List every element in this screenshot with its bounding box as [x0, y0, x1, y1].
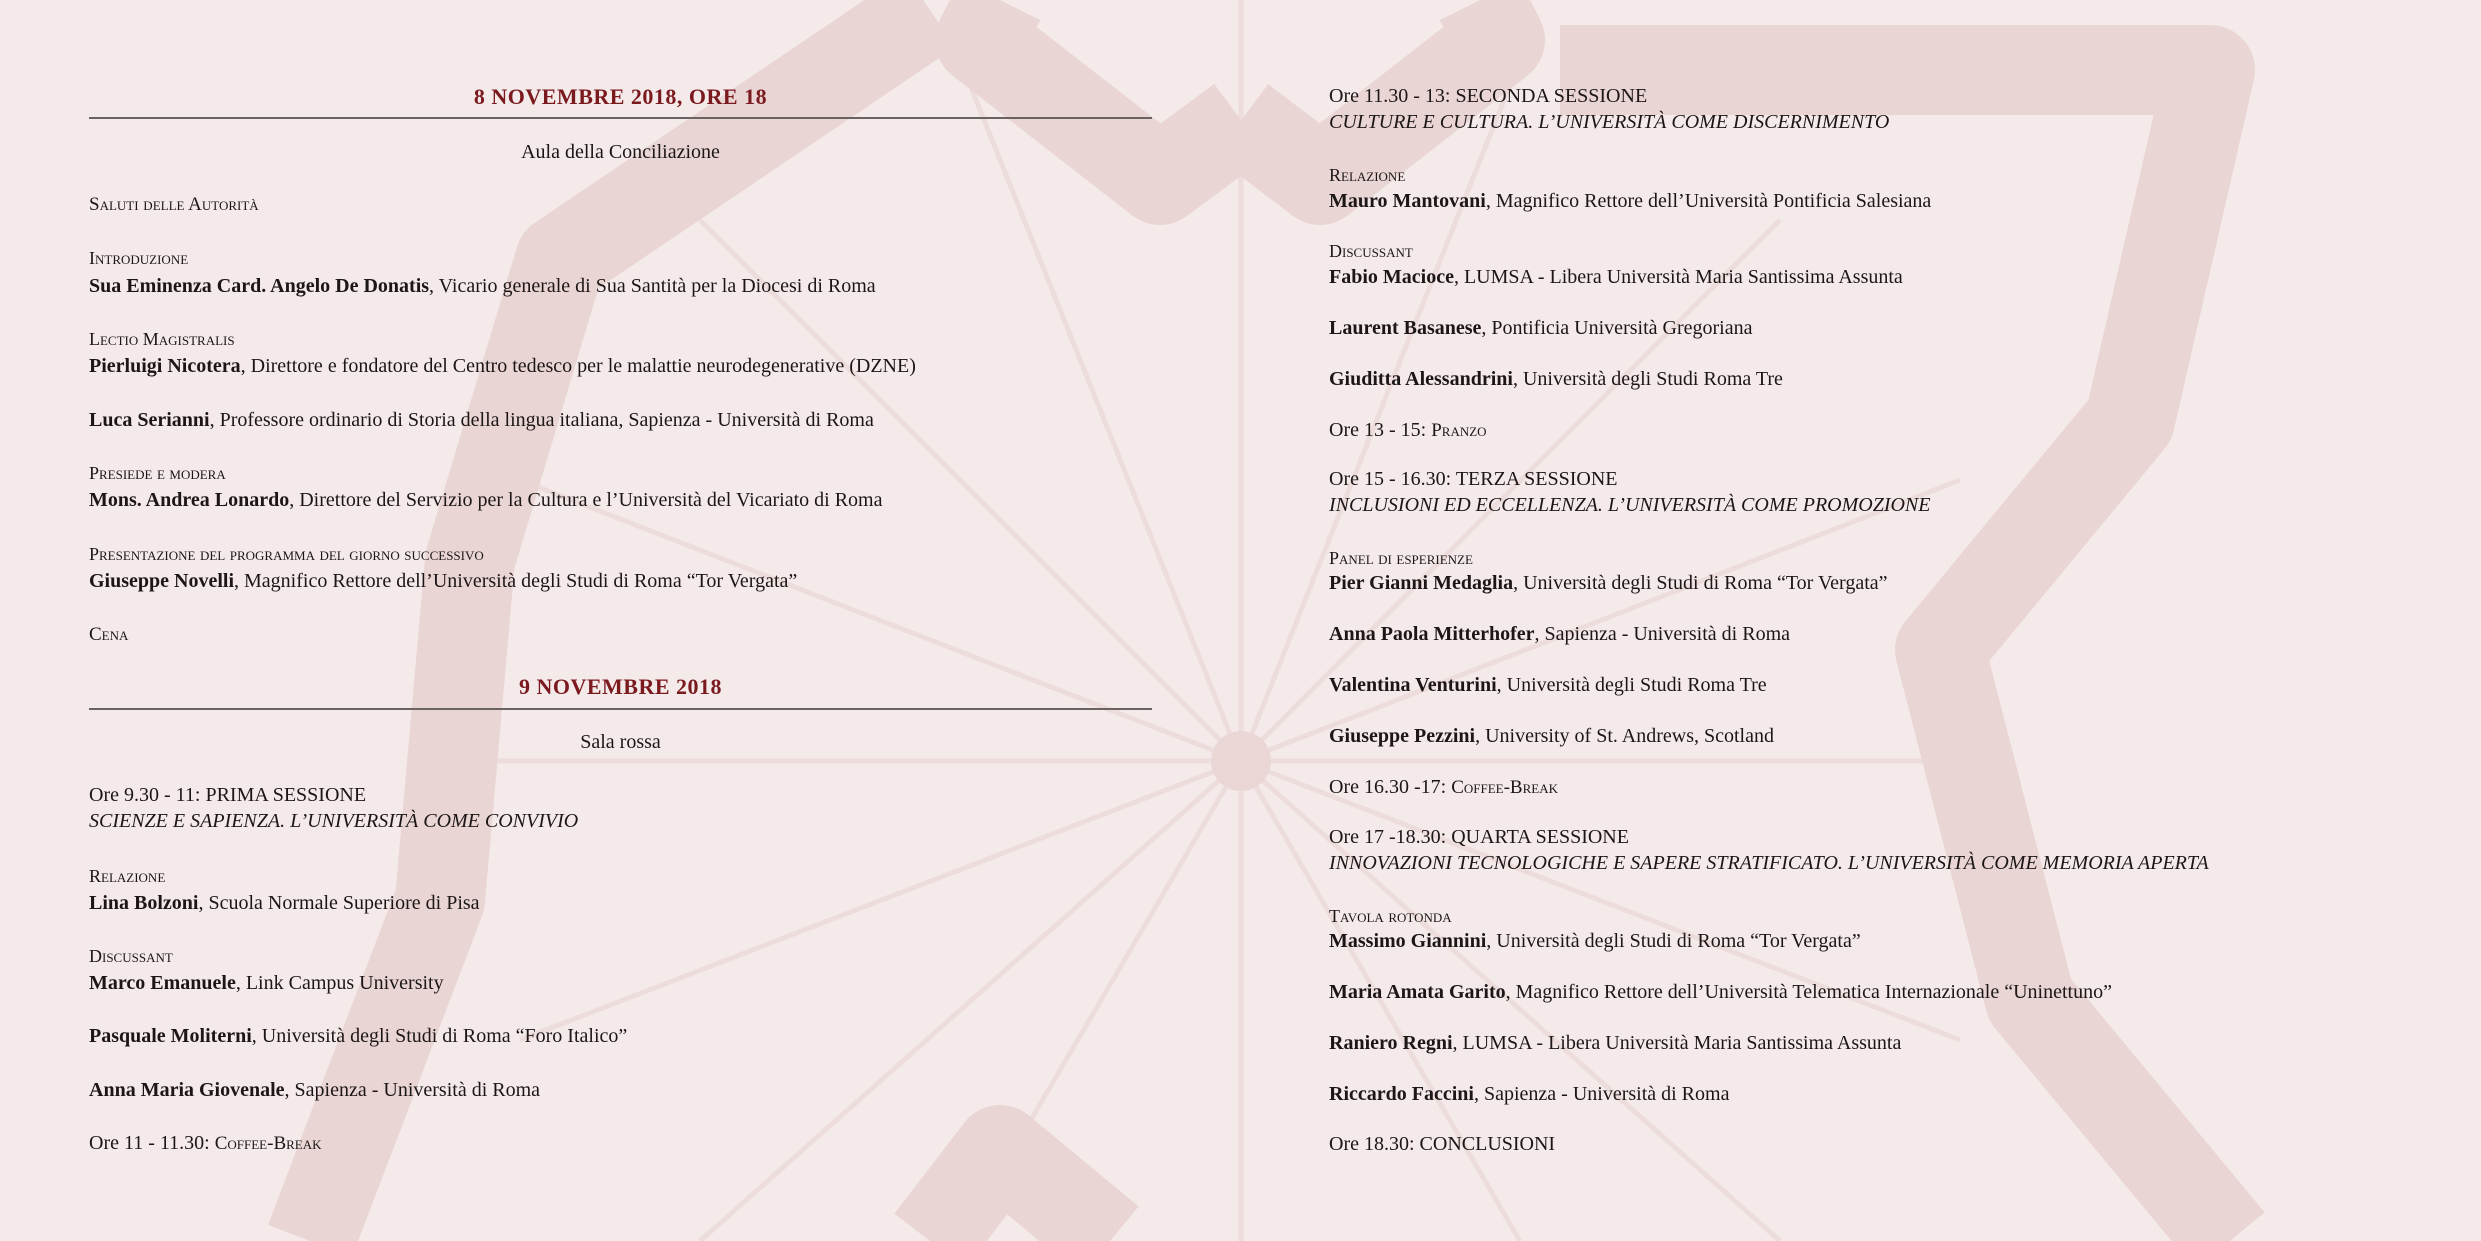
presentation-role: Presentazione del programma del giorno successivo	[89, 544, 484, 564]
speaker-name: Riccardo Faccini	[1329, 1083, 1474, 1105]
session-3-theme	[1329, 493, 1930, 517]
session-2-time: Ore 11.30 - 13: SECONDA SESSIONE	[1329, 85, 1648, 107]
conclusions: Ore 18.30: CONCLUSIONI	[1329, 1133, 1556, 1155]
session-3-panelist-4	[1329, 724, 1774, 748]
speaker-affiliation: , Università degli Studi Roma Tre	[1496, 674, 1767, 696]
session-4-speaker-3	[1329, 1031, 1901, 1055]
speaker-name: Giuseppe Novelli	[89, 570, 235, 592]
session-1-theme	[89, 809, 578, 833]
session-theme: CULTURE E CULTURA. L’UNIVERSITÀ COME DISCERNIMENTO	[1329, 111, 1890, 133]
speaker-name: Anna Maria Giovenale	[89, 1079, 285, 1101]
speaker-name: Laurent Basanese	[1329, 317, 1482, 339]
speaker-name: Massimo Giannini	[1329, 930, 1487, 952]
greetings-label: Saluti delle Autorità	[89, 194, 259, 215]
day-2-heading: 9 NOVEMBRE 2018	[518, 674, 723, 699]
speaker-affiliation: , Magnifico Rettore dell’Università degli Studi di Roma “Tor Vergata”	[234, 570, 798, 592]
session-2-discussant-role: Discussant	[1329, 241, 1413, 261]
speaker-affiliation: , Università degli Studi di Roma “Foro Italico”	[251, 1025, 628, 1047]
day-1-heading: 8 NOVEMBRE 2018, ORE 18	[473, 84, 768, 109]
speaker-affiliation: , Vicario generale di Sua Santità per la Diocesi di Roma	[429, 275, 876, 297]
speaker-affiliation: , Sapienza - Università di Roma	[284, 1079, 541, 1101]
speaker-affiliation: , Direttore del Servizio per la Cultura e l’Università del Vicariato di Roma	[289, 489, 883, 511]
session-theme: INCLUSIONI ED ECCELLENZA. L’UNIVERSITÀ COME PROMOZIONE	[1329, 494, 1931, 516]
session-3-time: Ore 15 - 16.30: TERZA SESSIONE	[1329, 468, 1618, 490]
session-1-discussant-2	[89, 1024, 627, 1048]
speaker-affiliation: , Sapienza - Università di Roma	[1473, 1083, 1730, 1105]
session-1-discussant-1	[89, 971, 444, 995]
speaker-affiliation: , Direttore e fondatore del Centro tedesco per le malattie neurodegenerative (DZNE)	[240, 355, 916, 377]
session-3-panelist-1	[1329, 571, 1888, 595]
session-1-time: Ore 9.30 - 11: PRIMA SESSIONE	[89, 784, 367, 806]
lectio-speaker-1	[89, 354, 916, 378]
session-3-panelist-2	[1329, 622, 1790, 646]
day-1-venue: Aula della Conciliazione	[521, 141, 720, 163]
break-time: Ore 11 - 11.30:	[89, 1132, 215, 1154]
speaker-name: Fabio Macioce	[1329, 266, 1454, 288]
session-4-speaker-1	[1329, 929, 1861, 953]
speaker-name: Valentina Venturini	[1329, 674, 1497, 696]
dinner-label: Cena	[89, 624, 129, 645]
presentation-speaker	[89, 569, 797, 593]
break-time: Ore 16.30 -17:	[1329, 776, 1452, 798]
break-label: Pranzo	[1431, 420, 1487, 441]
break-time: Ore 13 - 15:	[1329, 419, 1432, 441]
lectio-speaker-2	[89, 408, 874, 432]
speaker-name: Mons. Andrea Lonardo	[89, 489, 290, 511]
break-label: Coffee-Break	[214, 1133, 322, 1154]
speaker-affiliation: , LUMSA - Libera Università Maria Santissima Assunta	[1452, 1032, 1902, 1054]
chair-speaker	[89, 488, 882, 512]
session-4-speaker-2	[1329, 980, 2112, 1004]
chair-role: Presiede e modera	[89, 463, 226, 483]
session-2-discussant-3	[1329, 367, 1783, 391]
day-2-divider	[89, 708, 1152, 710]
speaker-name: Maria Amata Garito	[1329, 981, 1506, 1003]
speaker-name: Pier Gianni Medaglia	[1329, 572, 1514, 594]
session-3-panel-role: Panel di esperienze	[1329, 548, 1473, 568]
session-4-time: Ore 17 -18.30: QUARTA SESSIONE	[1329, 826, 1629, 848]
speaker-affiliation: , Università degli Studi di Roma “Tor Vergata”	[1513, 572, 1888, 594]
session-1-discussant-role: Discussant	[89, 946, 173, 966]
session-2-theme	[1329, 110, 1889, 134]
session-1-discussant-3	[89, 1078, 540, 1102]
speaker-name: Sua Eminenza Card. Angelo De Donatis	[89, 275, 430, 297]
speaker-affiliation: , University of St. Andrews, Scotland	[1475, 725, 1774, 747]
session-2-relation-role: Relazione	[1329, 165, 1406, 185]
speaker-name: Mauro Mantovani	[1329, 190, 1486, 212]
session-2-discussant-2	[1329, 316, 1752, 340]
speaker-affiliation: , Magnifico Rettore dell’Università Telematica Internazionale “Uninettuno”	[1505, 981, 2112, 1003]
session-theme: SCIENZE E SAPIENZA. L’UNIVERSITÀ COME CONVIVIO	[89, 810, 579, 832]
speaker-name: Anna Paola Mitterhofer	[1329, 623, 1535, 645]
speaker-name: Marco Emanuele	[89, 972, 236, 994]
speaker-name: Pasquale Moliterni	[89, 1025, 252, 1047]
coffee-break-1	[89, 1131, 322, 1156]
lunch-break	[1329, 418, 1487, 443]
speaker-affiliation: , Università degli Studi Roma Tre	[1512, 368, 1783, 390]
day-1-divider	[89, 117, 1152, 119]
speaker-name: Giuseppe Pezzini	[1329, 725, 1476, 747]
speaker-name: Luca Serianni	[89, 409, 210, 431]
session-4-theme	[1329, 851, 2209, 875]
coffee-break-2	[1329, 775, 1558, 800]
speaker-affiliation: , Magnifico Rettore dell’Università Pontificia Salesiana	[1485, 190, 1932, 212]
speaker-name: Pierluigi Nicotera	[89, 355, 241, 377]
session-2-discussant-1	[1329, 265, 1903, 289]
session-3-panelist-3	[1329, 673, 1767, 697]
session-1-relator	[89, 891, 480, 915]
speaker-affiliation: , Link Campus University	[235, 972, 444, 994]
session-theme: INNOVAZIONI TECNOLOGICHE E SAPERE STRATIFICATO. L’UNIVERSITÀ COME MEMORIA APERTA	[1329, 852, 2209, 874]
speaker-affiliation: , Pontificia Università Gregoriana	[1481, 317, 1753, 339]
speaker-affiliation: , Sapienza - Università di Roma	[1534, 623, 1791, 645]
speaker-affiliation: , Professore ordinario di Storia della lingua italiana, Sapienza - Università di Roma	[209, 409, 874, 431]
speaker-affiliation: , Università degli Studi di Roma “Tor Vergata”	[1486, 930, 1861, 952]
speaker-name: Raniero Regni	[1329, 1032, 1453, 1054]
intro-role: Introduzione	[89, 248, 189, 268]
break-label: Coffee-Break	[1451, 777, 1558, 798]
day-2-venue: Sala rossa	[580, 731, 661, 753]
session-1-relation-role: Relazione	[89, 866, 166, 886]
session-2-relator	[1329, 189, 1931, 213]
speaker-name: Giuditta Alessandrini	[1329, 368, 1513, 390]
intro-speaker	[89, 274, 876, 298]
speaker-affiliation: , Scuola Normale Superiore di Pisa	[198, 892, 480, 914]
lectio-role: Lectio Magistralis	[89, 329, 235, 349]
speaker-affiliation: , LUMSA - Libera Università Maria Santissima Assunta	[1453, 266, 1903, 288]
session-4-speaker-4	[1329, 1082, 1729, 1106]
speaker-name: Lina Bolzoni	[89, 892, 199, 914]
session-4-roundtable-role: Tavola rotonda	[1329, 906, 1452, 926]
